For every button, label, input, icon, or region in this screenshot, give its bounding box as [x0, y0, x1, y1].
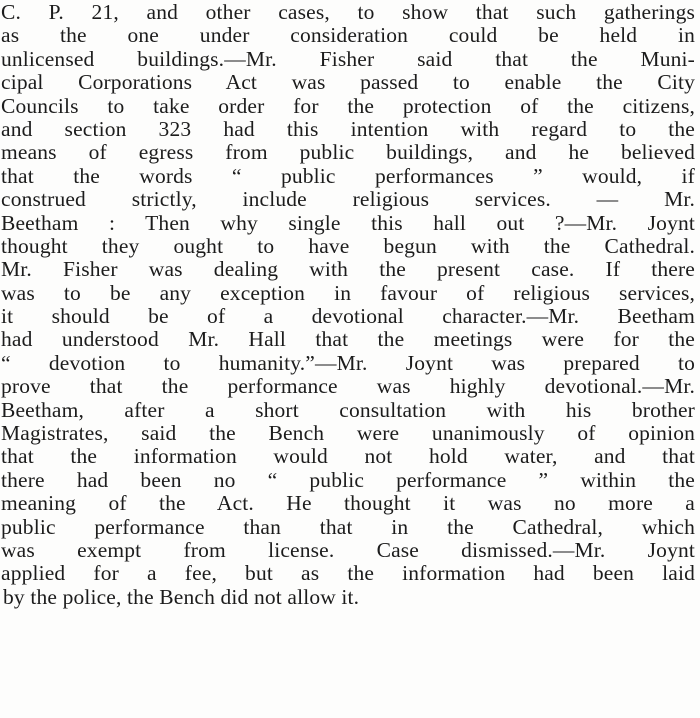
- text-line: that the words “ public performances ” would, if: [1, 164, 695, 188]
- text-line: Beetham : Then why single this hall out ?—Mr. Joynt: [1, 211, 695, 235]
- article-text: [1, 1, 695, 609]
- text-line: Beetham, after a short consultation with his brother: [1, 398, 695, 422]
- text-line-final: by the police, the Bench did not allow it.: [3, 585, 360, 609]
- text-line: public performance than that in the Cathedral, which: [1, 515, 695, 539]
- text-line: thought they ought to have begun with the Cathedral.: [1, 234, 695, 258]
- text-line: that the information would not hold water, and that: [1, 445, 695, 469]
- text-line: cipal Corporations Act was passed to enable the City: [1, 71, 695, 95]
- text-line: there had been no “ public performance ” within the: [1, 468, 695, 492]
- text-line: unlicensed buildings.—Mr. Fisher said that the Muni-: [1, 47, 695, 71]
- text-line: Mr. Fisher was dealing with the present case. If there: [1, 258, 695, 282]
- text-line: was exempt from license. Case dismissed.—Mr. Joynt: [1, 538, 695, 562]
- text-line: had understood Mr. Hall that the meetings were for the: [1, 328, 695, 352]
- text-line: applied for a fee, but as the information had been laid: [1, 562, 695, 586]
- text-line: means of egress from public buildings, and he believed: [1, 141, 695, 165]
- text-line: Councils to take order for the protection of the citizens,: [1, 94, 695, 118]
- text-line: C. P. 21, and other cases, to show that such gatherings: [1, 1, 695, 24]
- text-line: as the one under consideration could be held in: [1, 24, 695, 48]
- text-line: and section 323 had this intention with regard to the: [1, 117, 695, 141]
- text-line: construed strictly, include religious services. — Mr.: [1, 188, 695, 212]
- text-line: prove that the performance was highly devotional.—Mr.: [1, 375, 695, 399]
- text-line: meaning of the Act. He thought it was no more a: [1, 492, 695, 516]
- text-line: Magistrates, said the Bench were unanimously of opinion: [1, 422, 695, 446]
- text-line: “ devotion to humanity.”—Mr. Joynt was prepared to: [1, 351, 695, 375]
- text-line: was to be any exception in favour of religious services,: [1, 281, 695, 305]
- text-line: it should be of a devotional character.—Mr. Beetham: [1, 305, 695, 329]
